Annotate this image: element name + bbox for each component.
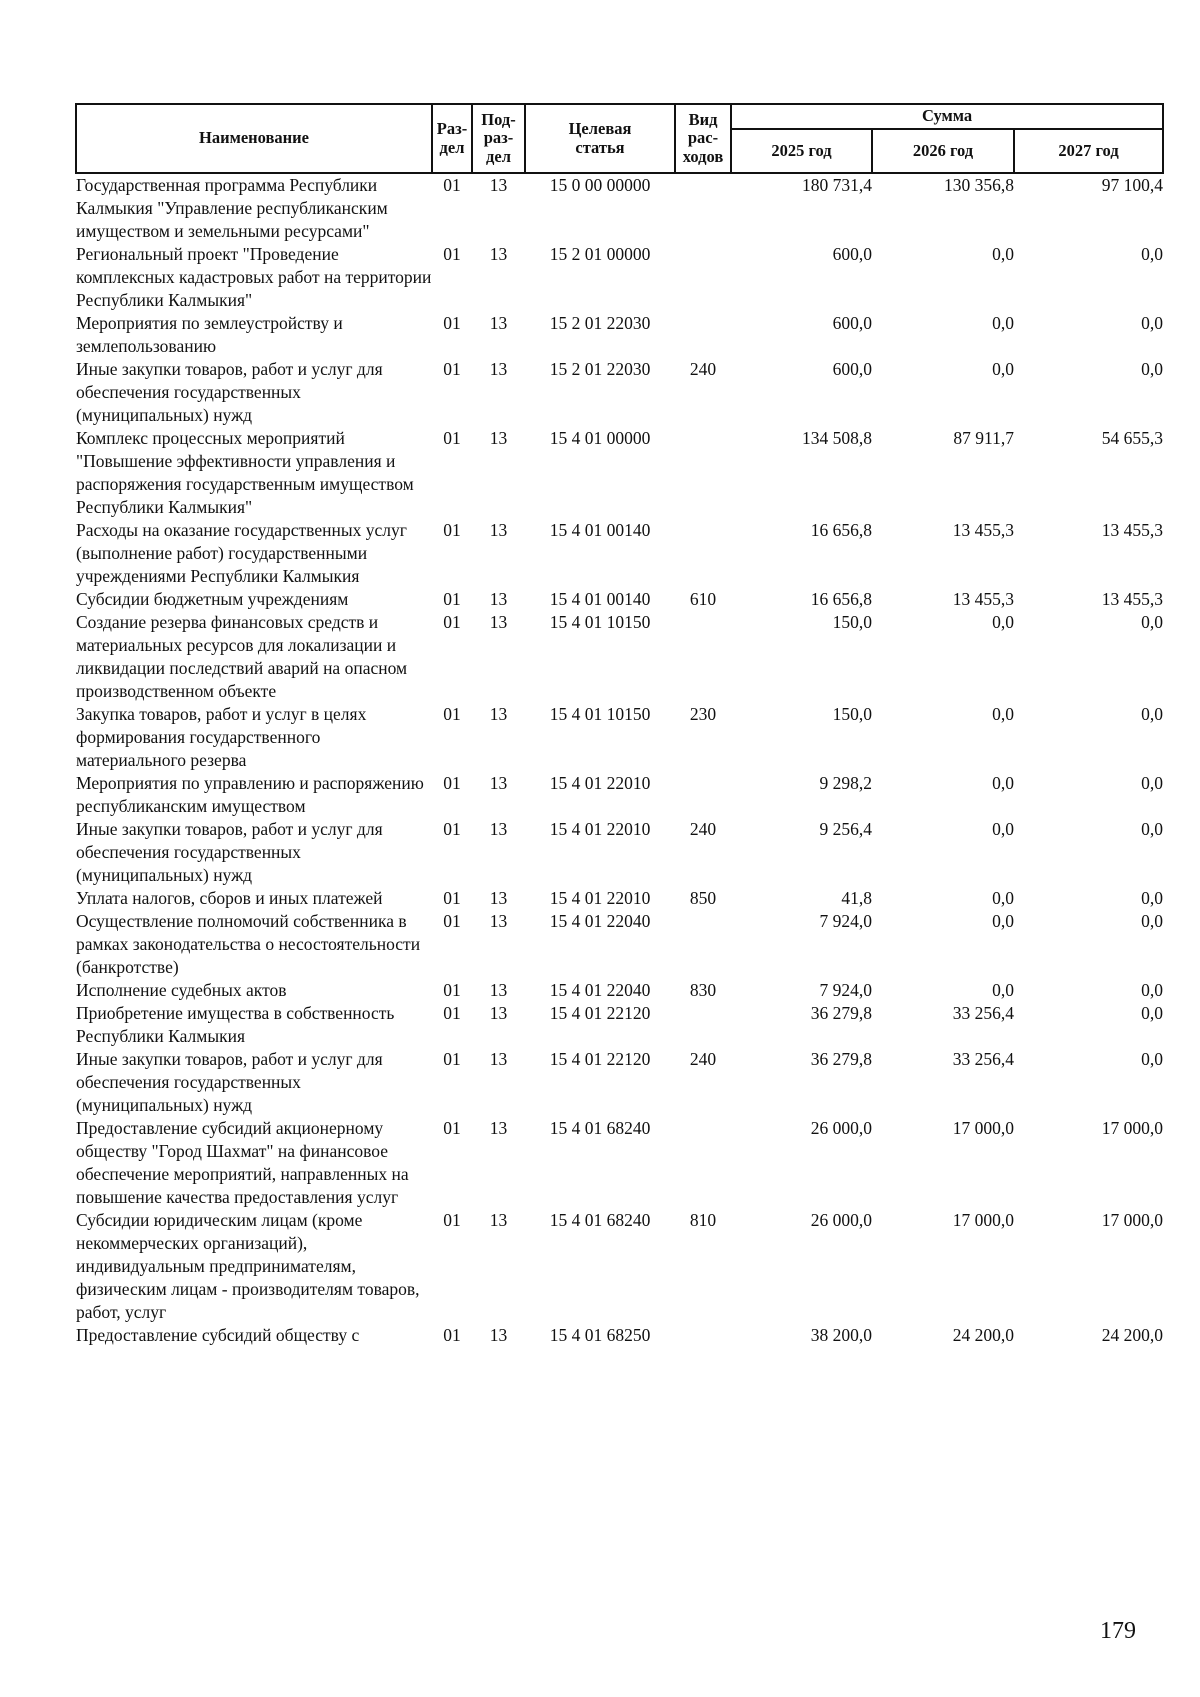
row-amount-2027: 54 655,3: [1101, 428, 1164, 448]
row-name: Иные закупки товаров, работ и услуг для обеспечения государственных (муниципальных) нужд: [76, 359, 383, 425]
row-amount-2026: 0,0: [992, 612, 1014, 632]
row-subsection: 13: [489, 1049, 508, 1069]
row-name: Предоставление субсидий обществу с: [76, 1325, 360, 1345]
row-amount-2027: 0,0: [1141, 244, 1164, 264]
row-target-item: 15 4 01 22010: [549, 888, 651, 908]
row-amount-2026: 0,0: [992, 980, 1014, 1000]
table-row: [76, 427, 1163, 519]
row-name: Закупка товаров, работ и услуг в целях формирования государственного материального резерва: [76, 704, 367, 770]
row-section: 01: [443, 911, 461, 931]
table-row: [76, 312, 1163, 358]
row-name: Иные закупки товаров, работ и услуг для обеспечения государственных (муниципальных) нужд: [76, 1049, 383, 1115]
row-amount-2027: 0,0: [1141, 359, 1164, 379]
row-expense-type: 240: [689, 1049, 717, 1069]
row-amount-2025: 26 000,0: [810, 1210, 872, 1230]
row-amount-2025: 9 256,4: [819, 819, 872, 839]
row-amount-2027: 0,0: [1141, 773, 1164, 793]
row-name: Уплата налогов, сборов и иных платежей: [76, 888, 383, 908]
row-subsection: 13: [489, 313, 508, 333]
row-amount-2027: 0,0: [1141, 612, 1164, 632]
row-amount-2026: 0,0: [992, 313, 1014, 333]
row-subsection: 13: [489, 704, 508, 724]
row-amount-2025: 26 000,0: [810, 1118, 872, 1138]
row-section: 01: [443, 1003, 461, 1023]
row-name: Региональный проект "Проведение комплексных кадастровых работ на территории Республики Калмыкия": [76, 244, 432, 310]
row-section: 01: [443, 819, 461, 839]
row-amount-2027: 0,0: [1141, 911, 1164, 931]
row-section: 01: [443, 175, 461, 195]
row-subsection: 13: [489, 589, 508, 609]
row-target-item: 15 4 01 22010: [549, 819, 651, 839]
row-amount-2026: 87 911,7: [953, 428, 1014, 448]
row-target-item: 15 4 01 10150: [549, 612, 651, 632]
row-subsection: 13: [489, 244, 508, 264]
row-expense-type: [675, 173, 731, 243]
row-name: Предоставление субсидий акционерному обществу "Город Шахмат" на финансовое обеспечение мероприятий, направленных на повышение качества предоставления услуг: [76, 1118, 409, 1207]
row-amount-2025: 7 924,0: [819, 911, 872, 931]
row-amount-2026: 0,0: [992, 244, 1014, 264]
table-body: [76, 173, 1163, 1347]
row-expense-type: [675, 772, 731, 818]
table-row: [76, 173, 1163, 243]
row-target-item: 15 2 01 00000: [549, 244, 651, 264]
row-expense-type: 830: [689, 980, 717, 1000]
row-expense-type: [675, 1117, 731, 1209]
row-subsection: 13: [489, 819, 508, 839]
row-amount-2025: 600,0: [832, 313, 872, 333]
row-target-item: 15 4 01 22040: [549, 911, 651, 931]
row-amount-2026: 33 256,4: [952, 1049, 1014, 1069]
row-expense-type: 240: [689, 359, 717, 379]
row-expense-type: [675, 427, 731, 519]
row-subsection: 13: [489, 428, 508, 448]
row-name: Субсидии юридическим лицам (кроме некоммерческих организаций), индивидуальным предпринимателям, физическим лицам - производителям товаров, работ, услуг: [76, 1210, 420, 1322]
row-target-item: 15 4 01 00140: [549, 589, 651, 609]
row-target-item: 15 4 01 22120: [549, 1049, 651, 1069]
table-row: [76, 887, 1163, 910]
table-row: [76, 772, 1163, 818]
row-name: Мероприятия по землеустройству и землепользованию: [76, 313, 343, 356]
row-amount-2027: 0,0: [1141, 888, 1164, 908]
row-amount-2026: 0,0: [992, 704, 1014, 724]
row-amount-2025: 41,8: [841, 888, 872, 908]
row-amount-2025: 38 200,0: [810, 1325, 872, 1345]
row-section: 01: [443, 612, 461, 632]
row-amount-2026: 17 000,0: [952, 1210, 1014, 1230]
row-subsection: 13: [489, 520, 508, 540]
header-section: Раз- дел: [432, 104, 472, 173]
row-section: 01: [443, 773, 461, 793]
row-target-item: 15 4 01 00140: [549, 520, 651, 540]
row-amount-2025: 9 298,2: [819, 773, 872, 793]
row-amount-2025: 16 656,8: [810, 589, 872, 609]
row-target-item: 15 2 01 22030: [549, 359, 651, 379]
row-amount-2026: 13 455,3: [952, 589, 1014, 609]
row-amount-2025: 36 279,8: [810, 1049, 872, 1069]
row-expense-type: 240: [689, 819, 717, 839]
row-expense-type: 810: [689, 1210, 717, 1230]
row-amount-2026: 17 000,0: [952, 1118, 1014, 1138]
page-number: 179: [1100, 1618, 1136, 1644]
row-expense-type: 850: [689, 888, 717, 908]
header-expense-type: Вид рас- ходов: [675, 104, 731, 173]
row-target-item: 15 4 01 22010: [549, 773, 651, 793]
budget-table: [75, 103, 1164, 1347]
table-row: [76, 358, 1163, 427]
table-row: [76, 519, 1163, 588]
table-row: [76, 1117, 1163, 1209]
row-subsection: 13: [489, 1325, 508, 1345]
row-amount-2026: 0,0: [992, 911, 1014, 931]
row-amount-2026: 0,0: [992, 773, 1014, 793]
row-name: Приобретение имущества в собственность Республики Калмыкия: [76, 1003, 395, 1046]
row-name: Расходы на оказание государственных услуг (выполнение работ) государственными учреждениями Республики Калмыкия: [76, 520, 407, 586]
row-amount-2027: 97 100,4: [1101, 175, 1164, 195]
row-amount-2026: 130 356,8: [944, 175, 1014, 195]
row-name: Комплекс процессных мероприятий "Повышение эффективности управления и распоряжения государственным имуществом Республики Калмыкия": [76, 428, 414, 517]
row-subsection: 13: [489, 980, 508, 1000]
row-target-item: 15 4 01 10150: [549, 704, 651, 724]
row-amount-2027: 13 455,3: [1101, 589, 1164, 609]
row-section: 01: [443, 1210, 461, 1230]
row-amount-2027: 24 200,0: [1101, 1325, 1164, 1345]
row-expense-type: 610: [689, 589, 717, 609]
row-subsection: 13: [489, 1210, 508, 1230]
row-expense-type: [675, 312, 731, 358]
row-amount-2027: 0,0: [1141, 819, 1164, 839]
row-target-item: 15 4 01 22040: [549, 980, 651, 1000]
table-header: [76, 104, 1163, 173]
table-row: [76, 1002, 1163, 1048]
row-target-item: 15 4 01 22120: [549, 1003, 651, 1023]
row-amount-2026: 24 200,0: [952, 1325, 1014, 1345]
header-subsection: Под- раз- дел: [472, 104, 525, 173]
row-subsection: 13: [489, 773, 508, 793]
row-amount-2025: 180 731,4: [802, 175, 872, 195]
row-section: 01: [443, 1325, 461, 1345]
row-amount-2027: 17 000,0: [1101, 1118, 1164, 1138]
row-target-item: 15 4 01 68240: [549, 1210, 651, 1230]
header-sum: Сумма: [731, 104, 1163, 129]
row-expense-type: [675, 519, 731, 588]
row-amount-2025: 600,0: [832, 359, 872, 379]
table-row: [76, 243, 1163, 312]
row-target-item: 15 2 01 22030: [549, 313, 651, 333]
row-amount-2027: 17 000,0: [1101, 1210, 1164, 1230]
row-subsection: 13: [489, 911, 508, 931]
row-expense-type: [675, 910, 731, 979]
row-section: 01: [443, 1118, 461, 1138]
table-row: [76, 818, 1163, 887]
row-subsection: 13: [489, 1003, 508, 1023]
row-section: 01: [443, 704, 461, 724]
row-section: 01: [443, 313, 461, 333]
table-row: [76, 611, 1163, 703]
row-subsection: 13: [489, 175, 508, 195]
row-amount-2027: 13 455,3: [1101, 520, 1164, 540]
row-name: Государственная программа Республики Калмыкия "Управление республиканским имуществом и земельными ресурсами": [76, 175, 388, 241]
row-amount-2026: 13 455,3: [952, 520, 1014, 540]
header-year-2026: 2026 год: [872, 129, 1014, 173]
row-amount-2025: 600,0: [832, 244, 872, 264]
row-section: 01: [443, 520, 461, 540]
row-expense-type: [675, 611, 731, 703]
row-section: 01: [443, 589, 461, 609]
row-subsection: 13: [489, 359, 508, 379]
table-row: [76, 1209, 1163, 1324]
header-name: Наименование: [76, 104, 432, 173]
row-amount-2025: 134 508,8: [802, 428, 872, 448]
row-amount-2026: 33 256,4: [952, 1003, 1014, 1023]
row-amount-2027: 0,0: [1141, 1003, 1164, 1023]
row-section: 01: [443, 359, 461, 379]
row-section: 01: [443, 1049, 461, 1069]
row-amount-2027: 0,0: [1141, 704, 1164, 724]
row-name: Иные закупки товаров, работ и услуг для обеспечения государственных (муниципальных) нужд: [76, 819, 383, 885]
table-row: [76, 1324, 1163, 1347]
row-target-item: 15 4 01 00000: [549, 428, 651, 448]
row-amount-2026: 0,0: [992, 359, 1014, 379]
row-expense-type: 230: [689, 704, 717, 724]
row-amount-2025: 150,0: [832, 704, 872, 724]
row-amount-2026: 0,0: [992, 888, 1014, 908]
row-expense-type: [675, 243, 731, 312]
row-expense-type: [675, 1002, 731, 1048]
row-name: Исполнение судебных актов: [76, 980, 287, 1000]
row-section: 01: [443, 980, 461, 1000]
row-section: 01: [443, 428, 461, 448]
row-amount-2026: 0,0: [992, 819, 1014, 839]
row-amount-2025: 150,0: [832, 612, 872, 632]
row-name: Субсидии бюджетным учреждениям: [76, 589, 349, 609]
row-subsection: 13: [489, 612, 508, 632]
row-amount-2025: 36 279,8: [810, 1003, 872, 1023]
row-target-item: 15 4 01 68250: [549, 1325, 651, 1345]
row-amount-2027: 0,0: [1141, 980, 1164, 1000]
header-year-2025: 2025 год: [731, 129, 872, 173]
table-row: [76, 979, 1163, 1002]
row-name: Мероприятия по управлению и распоряжению республиканским имуществом: [76, 773, 424, 816]
row-target-item: 15 4 01 68240: [549, 1118, 651, 1138]
table-row: [76, 703, 1163, 772]
row-name: Создание резерва финансовых средств и материальных ресурсов для локализации и ликвидации последствий аварий на опасном производственном объекте: [76, 612, 408, 701]
table-row: [76, 1048, 1163, 1117]
row-name: Осуществление полномочий собственника в рамках законодательства о несостоятельности (банкротстве): [76, 911, 421, 977]
row-amount-2025: 16 656,8: [810, 520, 872, 540]
row-subsection: 13: [489, 888, 508, 908]
row-section: 01: [443, 244, 461, 264]
table-row: [76, 910, 1163, 979]
row-expense-type: [675, 1324, 731, 1347]
row-subsection: 13: [489, 1118, 508, 1138]
row-section: 01: [443, 888, 461, 908]
table-row: [76, 588, 1163, 611]
row-target-item: 15 0 00 00000: [549, 175, 651, 195]
header-target-item: Целевая статья: [525, 104, 675, 173]
row-amount-2027: 0,0: [1141, 313, 1164, 333]
header-year-2027: 2027 год: [1014, 129, 1163, 173]
row-amount-2025: 7 924,0: [819, 980, 872, 1000]
row-amount-2027: 0,0: [1141, 1049, 1164, 1069]
